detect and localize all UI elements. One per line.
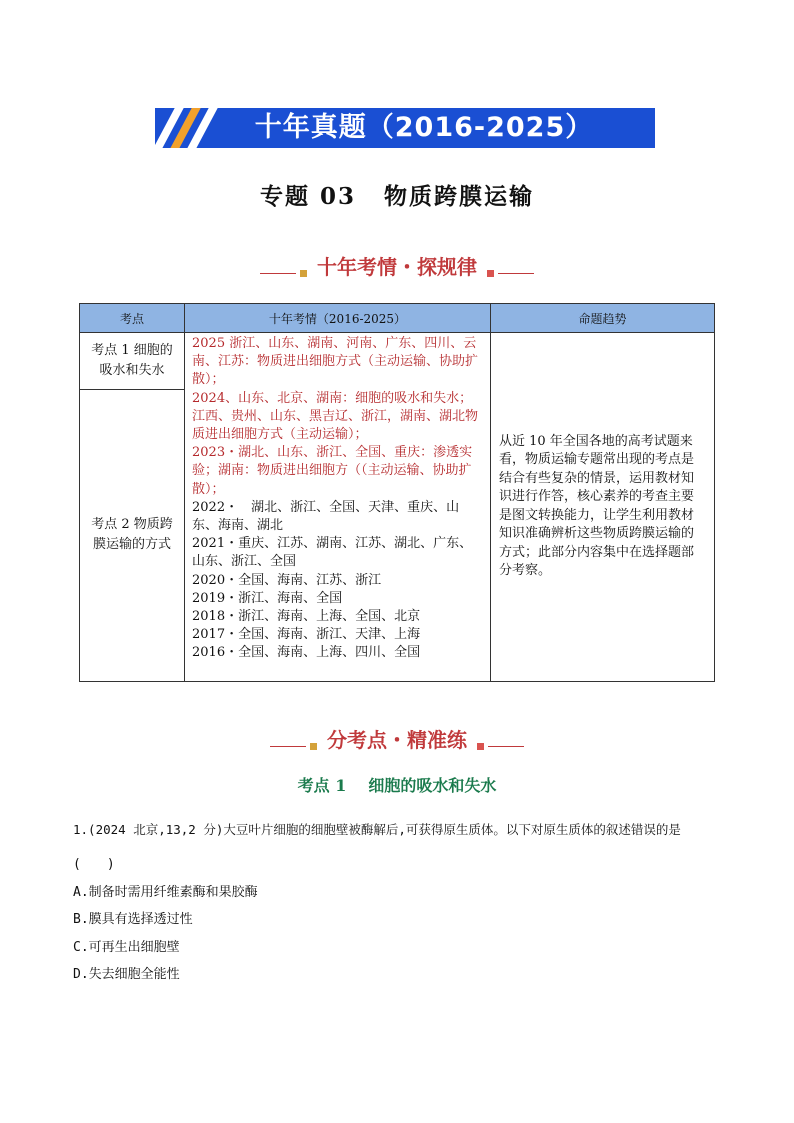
option-b: B.膜具有选择透过性 [73,912,193,927]
banner-title: 十年真题（2016-2025） [254,112,594,143]
section-title: 分考点・精准练 [327,728,467,752]
table-row [80,333,715,390]
header-cell: 十年考情（2016-2025） [185,304,491,333]
topic-title [0,178,794,211]
point-cell: 考点 1 细胞的吸水和失水 [80,333,185,390]
topic-number: 专题 03 [259,183,356,210]
exam-history-table [79,303,715,682]
decor-square-icon [477,743,484,750]
topic-name: 物质跨膜运输 [384,183,534,210]
history-line: 2023・湖北、山东、浙江、全国、重庆：渗透实验；湖南：物质进出细胞方（（主动运输、协助扩散）； [192,445,473,497]
header-cell: 命题趋势 [491,304,715,333]
keypoint-label: 考点 1 [297,776,347,795]
section-title: 十年考情・探规律 [317,255,477,279]
history-line: 2020・全国、海南、江苏、浙江 [192,572,382,588]
decor-square-icon [487,270,494,277]
header-cell: 考点 [80,304,185,333]
section-heading-trend [0,251,794,280]
trend-cell: 从近 10 年全国各地的高考试题来看，物质运输专题常出现的考点是结合有些复杂的情景，运用教材知识进行作答，核心素养的考查主要是图文转换能力，让学生利用教材知识准确辨析这些物质跨膜运输的方式；此部分内容集中在选择题部分考察。 [491,333,715,682]
history-cell [185,333,491,682]
option-a: A.制备时需用纤维素酶和果胶酶 [73,885,258,900]
history-line: 2021・重庆、江苏、湖南、江苏、湖北、广东、山东、浙江、全国 [192,536,473,570]
history-line: 2022・ 湖北、浙江、全国、天津、重庆、山东、海南、湖北 [192,499,460,534]
history-line: 2019・浙江、海南、全国 [192,590,343,606]
history-line: 2017・全国、海南、浙江、天津、上海 [192,627,421,643]
option-d: D.失去细胞全能性 [73,967,180,982]
history-line: 2016・全国、海南、上海、四川、全国 [192,645,421,661]
decor-square-icon [300,270,307,277]
history-line: 2024、山东、北京、湖南：细胞的吸水和失水；江西、贵州、山东、黑吉辽、浙江，湖南、湖北物质进出细胞方式（主动运输）； [192,390,479,443]
table-header-row [80,304,715,333]
keypoint-name: 细胞的吸水和失水 [368,776,497,795]
title-banner [155,108,655,148]
point-cell: 考点 2 物质跨膜运输的方式 [80,390,185,682]
answer-blank: ( ) [73,857,115,872]
history-line: 2018・浙江、海南、上海、全国、北京 [192,609,421,625]
history-line: 2025 浙江、山东、湖南、河南、广东、四川、云南、江苏：物质进出细胞方式（主动运输、协助扩散）； [192,336,479,388]
section-heading-practice [0,724,794,753]
option-c: C.可再生出细胞壁 [73,940,180,955]
decor-square-icon [310,743,317,750]
question-stem: 1.(2024 北京,13,2 分)大豆叶片细胞的细胞壁被酶解后,可获得原生质体。以下对原生质体的叙述错误的是 [73,822,681,837]
keypoint-heading [0,773,794,796]
